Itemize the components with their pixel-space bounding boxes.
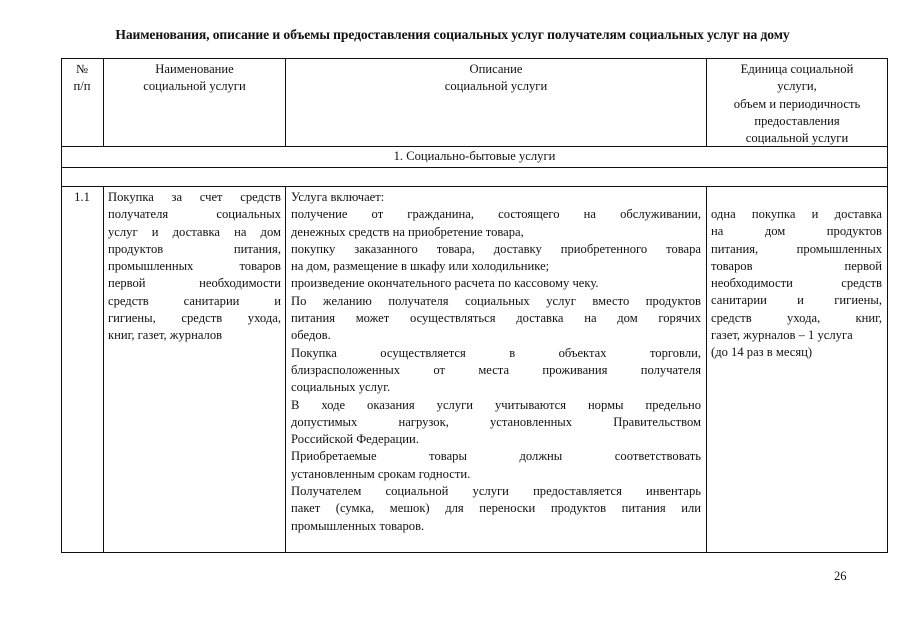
header-name [104,61,285,96]
header-name-line: социальной услуги [143,79,246,94]
description-line: Покупка осуществляется в объектах торговли, [291,345,701,360]
service-description [291,189,701,535]
unit-line: питания, промышленных [711,241,882,256]
service-name-line: средств санитарии и [108,293,281,308]
service-name-line: получателя социальных [108,207,281,222]
service-name-line: гигиены, средств ухода, [108,311,281,326]
description-line: близрасположенных от места проживания получателя [291,362,701,377]
description-line: Услуга включает: [291,190,385,204]
row-number: 1.1 [74,190,90,204]
service-name-line: книг, газет, журналов [108,328,223,343]
header-num-line: п/п [73,79,91,94]
section-title: 1. Социально-бытовые услуги [393,149,556,163]
col-divider-2 [285,186,286,553]
table-border-bottom [61,552,888,553]
header-name-line: Наименование [155,62,234,76]
header-unit-line: социальной услуги [745,131,849,146]
table-border-right [887,58,888,553]
table-border-top [61,58,888,59]
service-name-line: услуг и доставка на дом [108,224,281,239]
description-line: промышленных товаров. [291,518,425,533]
page-number: 26 [834,569,847,583]
description-line: произведение окончательного расчета по кассовому чеку. [291,276,599,291]
description-line: По желанию получателя социальных услуг вместо продуктов [291,293,701,308]
header-num [61,61,103,96]
header-unit-line: Единица социальной [740,62,854,76]
header-unit-line: предоставления [754,113,840,128]
description-line: Приобретаемые товары должны соответствовать [291,449,701,464]
service-name-line: Покупка за счет средств [108,190,281,204]
description-line: В ходе оказания услуги учитываются нормы предельно [291,397,701,412]
header-unit-line: услуги, [777,79,817,94]
header-desc-line: социальной услуги [444,79,548,94]
service-name-line: продуктов питания, [108,241,281,256]
table-border-left [61,58,62,553]
unit-line: одна покупка и доставка [711,207,882,221]
description-line: на дом, размещение в шкафу или холодильнике; [291,259,550,274]
unit-line: товаров первой [711,258,882,273]
description-line: денежных средств на приобретение товара, [291,224,524,239]
col-divider-1 [103,186,104,553]
description-line: покупку заказанного товара, доставку приобретенного товара [291,241,701,256]
service-name-line: промышленных товаров [108,259,281,274]
unit-line: (до 14 раз в месяц) [711,345,813,360]
description-line: пакет (сумка, мешок) для переноски продуктов питания или [291,501,701,516]
description-line: социальных услуг. [291,380,391,395]
header-unit [707,61,887,147]
document-title: Наименования, описание и объемы предоставления социальных услуг получателям социальных услуг на дому [115,27,790,42]
unit-line: газет, журналов – 1 услуга [711,328,853,343]
description-line: обедов. [291,328,331,343]
service-name [108,189,281,345]
description-line: Российской Федерации. [291,432,419,447]
unit-line: средств ухода, книг, [711,310,882,325]
unit-line: на дом продуктов [711,224,882,239]
header-desc-line: Описание [469,62,523,76]
description-line: Получателем социальной услуги предоставляется инвентарь [291,484,701,499]
unit-line: необходимости средств [711,276,882,291]
service-name-line: первой необходимости [108,276,281,291]
description-line: допустимых нагрузок, установленных Правительством [291,414,701,429]
header-desc [286,61,706,96]
header-num-line: № [75,62,89,76]
spacer-bottom-line [61,186,888,187]
description-line: установленным срокам годности. [291,466,471,481]
description-line: питания может осуществляться доставка на дом горячих [291,311,701,326]
unit-line: санитарии и гигиены, [711,293,882,308]
service-unit [711,206,882,362]
header-unit-line: объем и периодичность [733,96,861,111]
description-line: получение от гражданина, состоящего на обслуживании, [291,207,701,222]
section-bottom-line [61,167,888,168]
col-divider-3 [706,186,707,553]
